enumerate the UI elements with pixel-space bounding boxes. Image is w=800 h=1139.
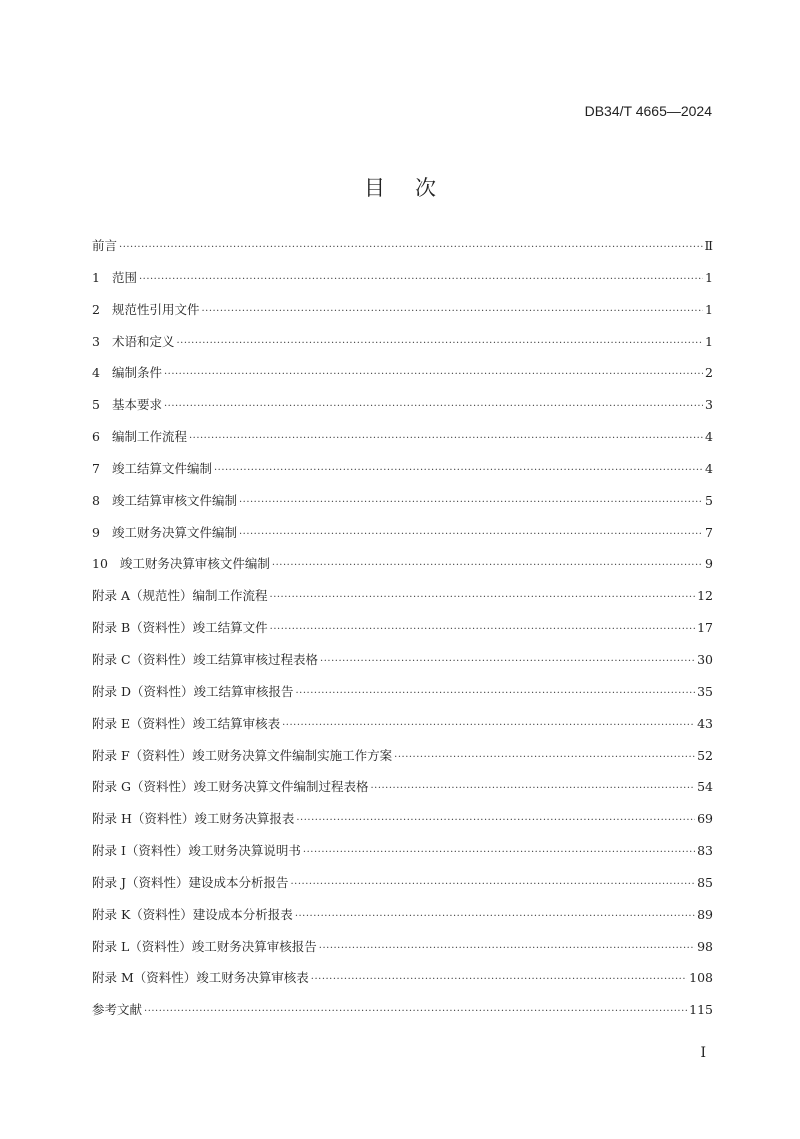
leader-dots <box>201 306 703 317</box>
toc-entry[interactable] <box>92 554 713 586</box>
toc-entry[interactable] <box>92 395 713 427</box>
toc-entry-page: 98 <box>697 938 713 954</box>
toc-entry[interactable] <box>92 968 713 1000</box>
toc-entry-number: 5 <box>92 397 100 413</box>
toc-entry-page: 7 <box>705 524 713 540</box>
toc-entry-label: 附录 E（资料性）竣工结算审核表 <box>92 715 281 731</box>
document-code: DB34/T 4665—2024 <box>584 103 712 119</box>
leader-dots <box>296 815 695 826</box>
toc-entry-number: 9 <box>92 524 100 540</box>
toc-entry-label: 基本要求 <box>111 397 162 413</box>
toc-entry-page: 108 <box>689 970 713 986</box>
toc-entry-page: 89 <box>697 906 713 922</box>
toc-entry[interactable] <box>92 491 713 523</box>
leader-dots <box>270 624 695 635</box>
leader-dots <box>119 242 702 253</box>
leader-dots <box>311 974 687 985</box>
toc-entry[interactable] <box>92 618 713 650</box>
leader-dots <box>303 847 695 858</box>
toc-entry[interactable] <box>92 459 713 491</box>
leader-dots <box>189 433 703 444</box>
toc-entry-label: 附录 C（资料性）竣工结算审核过程表格 <box>92 651 319 667</box>
toc-entry-label: 附录 B（资料性）竣工结算文件 <box>92 620 268 636</box>
toc-entry-label: 附录 K（资料性）建设成本分析报表 <box>92 906 293 922</box>
toc-entry-page: 3 <box>705 397 713 413</box>
toc-entry[interactable] <box>92 873 713 905</box>
toc-entry[interactable] <box>92 236 713 268</box>
table-of-contents <box>92 236 713 1032</box>
toc-entry-label: 竣工结算文件编制 <box>111 460 212 476</box>
toc-entry[interactable] <box>92 300 713 332</box>
toc-entry[interactable] <box>92 363 713 395</box>
toc-entry[interactable] <box>92 714 713 746</box>
toc-entry-number: 4 <box>92 365 100 381</box>
leader-dots <box>320 656 695 667</box>
toc-entry-number: 1 <box>92 269 100 285</box>
toc-entry[interactable] <box>92 809 713 841</box>
leader-dots <box>291 879 696 890</box>
leader-dots <box>139 274 703 285</box>
toc-entry[interactable] <box>92 650 713 682</box>
toc-entry-number: 3 <box>92 333 100 349</box>
toc-entry[interactable] <box>92 905 713 937</box>
toc-entry-page: 4 <box>705 429 713 445</box>
page-number: I <box>700 1045 706 1061</box>
toc-entry[interactable] <box>92 682 713 714</box>
toc-entry-label: 术语和定义 <box>111 333 175 349</box>
toc-entry-page: 1 <box>705 333 713 349</box>
leader-dots <box>394 752 695 763</box>
toc-entry[interactable] <box>92 937 713 969</box>
toc-entry[interactable] <box>92 841 713 873</box>
toc-entry-number: 6 <box>92 429 100 445</box>
toc-entry-page: 43 <box>697 715 713 731</box>
toc-entry-label: 范围 <box>111 269 137 285</box>
leader-dots <box>144 1006 687 1017</box>
leader-dots <box>239 497 703 508</box>
toc-entry-number: 7 <box>92 460 100 476</box>
leader-dots <box>370 783 695 794</box>
toc-entry-label: 附录 D（资料性）竣工结算审核报告 <box>92 683 294 699</box>
toc-entry-page: 69 <box>697 811 713 827</box>
toc-entry-label: 规范性引用文件 <box>111 301 200 317</box>
toc-entry-number: 2 <box>92 301 100 317</box>
toc-entry-page: 2 <box>705 365 713 381</box>
toc-entry-page: 4 <box>705 460 713 476</box>
toc-entry-label: 附录 J（资料性）建设成本分析报告 <box>92 874 289 890</box>
toc-entry-label: 编制工作流程 <box>111 429 187 445</box>
toc-entry-page: 52 <box>697 747 713 763</box>
toc-entry-label: 前言 <box>92 238 118 253</box>
toc-entry-number: 8 <box>92 492 100 508</box>
leader-dots <box>164 369 703 380</box>
toc-entry-label: 附录 H（资料性）竣工财务决算报表 <box>92 811 295 827</box>
title-char: 目 <box>364 176 385 200</box>
toc-entry-number: 10 <box>92 556 108 572</box>
toc-entry[interactable] <box>92 746 713 778</box>
toc-entry-label: 参考文献 <box>92 1002 143 1018</box>
toc-entry-page: 5 <box>705 492 713 508</box>
toc-entry-label: 竣工财务决算文件编制 <box>111 524 237 540</box>
toc-entry-label: 附录 I（资料性）竣工财务决算说明书 <box>92 843 301 859</box>
leader-dots <box>296 688 696 699</box>
leader-dots <box>239 529 703 540</box>
toc-entry[interactable] <box>92 523 713 555</box>
toc-entry[interactable] <box>92 268 713 300</box>
toc-entry-label: 附录 L（资料性）竣工财务决算审核报告 <box>92 938 317 954</box>
toc-entry-page: 85 <box>697 874 713 890</box>
toc-entry-label: 附录 G（资料性）竣工财务决算文件编制过程表格 <box>92 779 369 795</box>
toc-entry-page: 30 <box>697 651 713 667</box>
toc-entry[interactable] <box>92 586 713 618</box>
leader-dots <box>270 592 696 603</box>
toc-entry[interactable] <box>92 1000 713 1032</box>
leader-dots <box>319 943 695 954</box>
toc-entry-page: 115 <box>689 1002 713 1018</box>
toc-entry[interactable] <box>92 777 713 809</box>
title-char: 次 <box>415 176 436 200</box>
toc-entry-label: 附录 F（资料性）竣工财务决算文件编制实施工作方案 <box>92 747 393 763</box>
toc-entry-page: 35 <box>697 683 713 699</box>
toc-entry-page: 9 <box>705 556 713 572</box>
leader-dots <box>164 401 703 412</box>
toc-entry[interactable] <box>92 427 713 459</box>
toc-entry-label: 竣工结算审核文件编制 <box>111 492 237 508</box>
leader-dots <box>282 720 695 731</box>
leader-dots <box>272 560 703 571</box>
toc-entry-label: 竣工财务决算审核文件编制 <box>119 556 270 572</box>
leader-dots <box>295 911 695 922</box>
toc-entry-page: 12 <box>697 588 713 604</box>
toc-entry-page: 1 <box>705 301 713 317</box>
toc-entry-page: 54 <box>697 779 713 795</box>
toc-entry-label: 编制条件 <box>111 365 162 381</box>
toc-entry-label: 附录 A（规范性）编制工作流程 <box>92 588 268 604</box>
toc-entry[interactable] <box>92 332 713 364</box>
toc-entry-page: 83 <box>697 843 713 859</box>
leader-dots <box>214 465 703 476</box>
toc-entry-page: Ⅱ <box>704 238 713 253</box>
leader-dots <box>176 338 703 349</box>
toc-entry-page: 17 <box>697 620 713 636</box>
toc-entry-page: 1 <box>705 269 713 285</box>
toc-entry-label: 附录 M（资料性）竣工财务决算审核表 <box>92 970 309 986</box>
page-title <box>0 172 800 202</box>
